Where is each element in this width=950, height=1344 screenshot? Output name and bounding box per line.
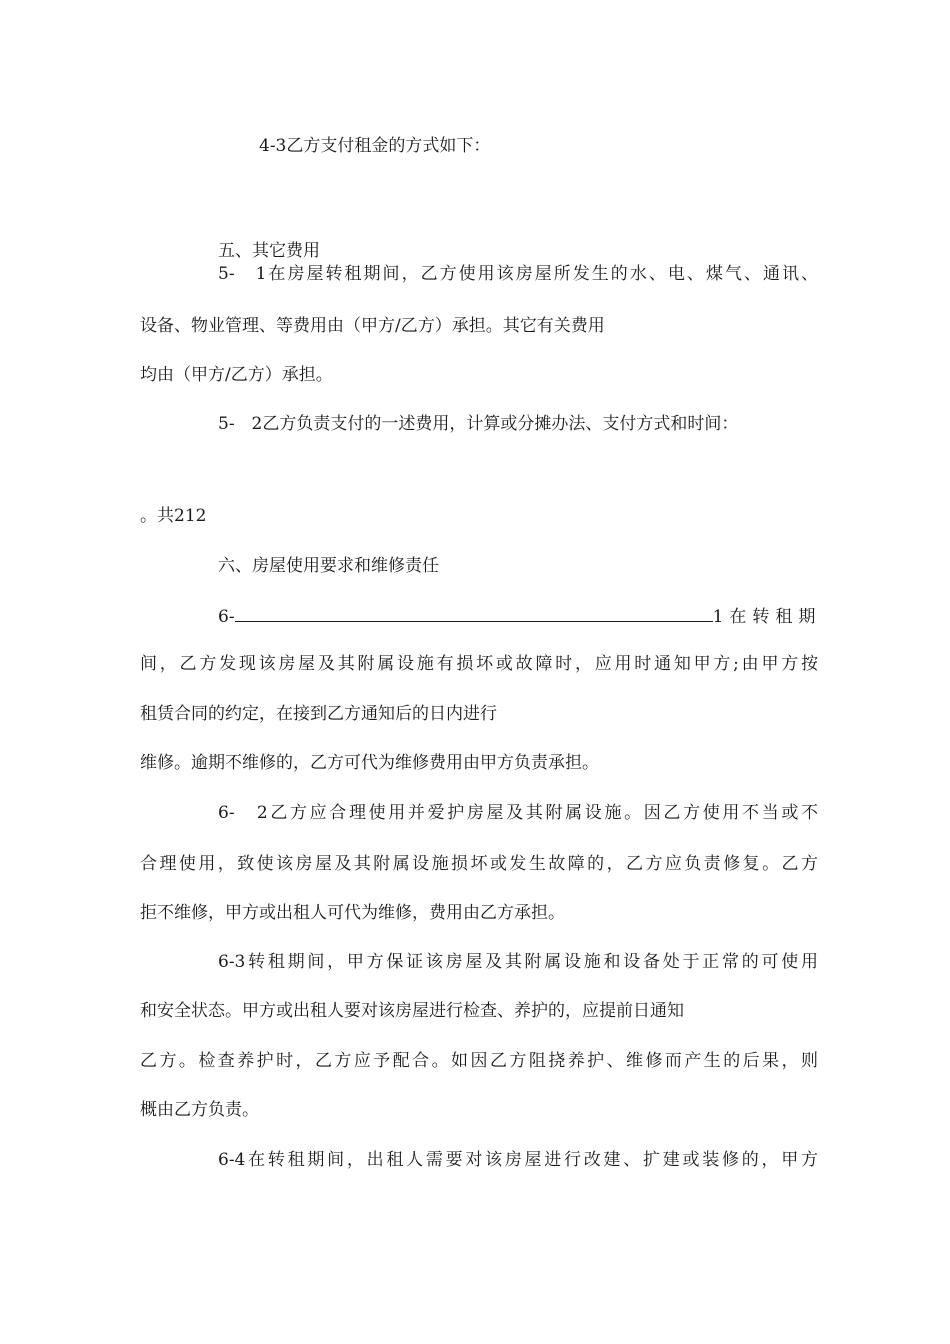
clause-6-1-line-1 [218,603,822,629]
clause-5-1-line-2: 设备、物业管理、等费用由（甲方/乙方）承担。其它有关费用 [140,316,605,336]
clause-6-2-line-2: 合理使用，致使该房屋及其附属设施损坏或发生故障的，乙方应负责修复。乙方 [140,854,818,874]
clause-6-1-suffix: 1在转租期 [712,607,822,627]
clause-6-1-line-4: 维修。逾期不维修的，乙方可代为维修费用由甲方负责承担。 [140,753,599,773]
clause-6-2-line-1: 6- 2乙方应合理使用并爱护房屋及其附属设施。因乙方使用不当或不 [218,803,818,823]
clause-6-3-line-1: 6-3转租期间，甲方保证该房屋及其附属设施和设备处于正常的可使用 [218,952,818,972]
clause-5-1-line-3: 均由（甲方/乙方）承担。 [140,365,333,385]
fill-in-blank [235,603,713,622]
clause-6-3-line-3: 乙方。检查养护时，乙方应予配合。如因乙方阻挠养护、维修而产生的后果，则 [140,1051,818,1071]
clause-6-4-line-1: 6-4在转租期间，出租人需要对该房屋进行改建、扩建或装修的，甲方 [218,1150,818,1170]
clause-6-1-line-2: 间，乙方发现该房屋及其附属设施有损坏或故障时，应用时通知甲方;由甲方按 [140,654,818,674]
section-5-heading: 五、其它费用 [218,241,320,261]
clause-6-1-line-3: 租赁合同的约定，在接到乙方通知后的日内进行 [140,704,497,724]
clause-4-3: 4-3乙方支付租金的方式如下： [259,136,491,156]
clause-6-2-line-3: 拒不维修，甲方或出租人可代为维修，费用由乙方承担。 [140,903,565,923]
section-6-heading: 六、房屋使用要求和维修责任 [218,556,439,576]
clause-6-1-prefix: 6- [218,607,235,627]
clause-5-2: 5- 2乙方负责支付的一述费用，计算或分摊办法、支付方式和时间： [218,414,739,434]
clause-6-3-line-2: 和安全状态。甲方或出租人要对该房屋进行检查、养护的，应提前日通知 [140,1001,684,1021]
clause-6-3-line-4: 概由乙方负责。 [140,1100,259,1120]
clause-5-1-line-1: 5- 1在房屋转租期间，乙方使用该房屋所发生的水、电、煤气、通讯、 [218,264,818,284]
page-mark: 。共212 [140,506,207,526]
